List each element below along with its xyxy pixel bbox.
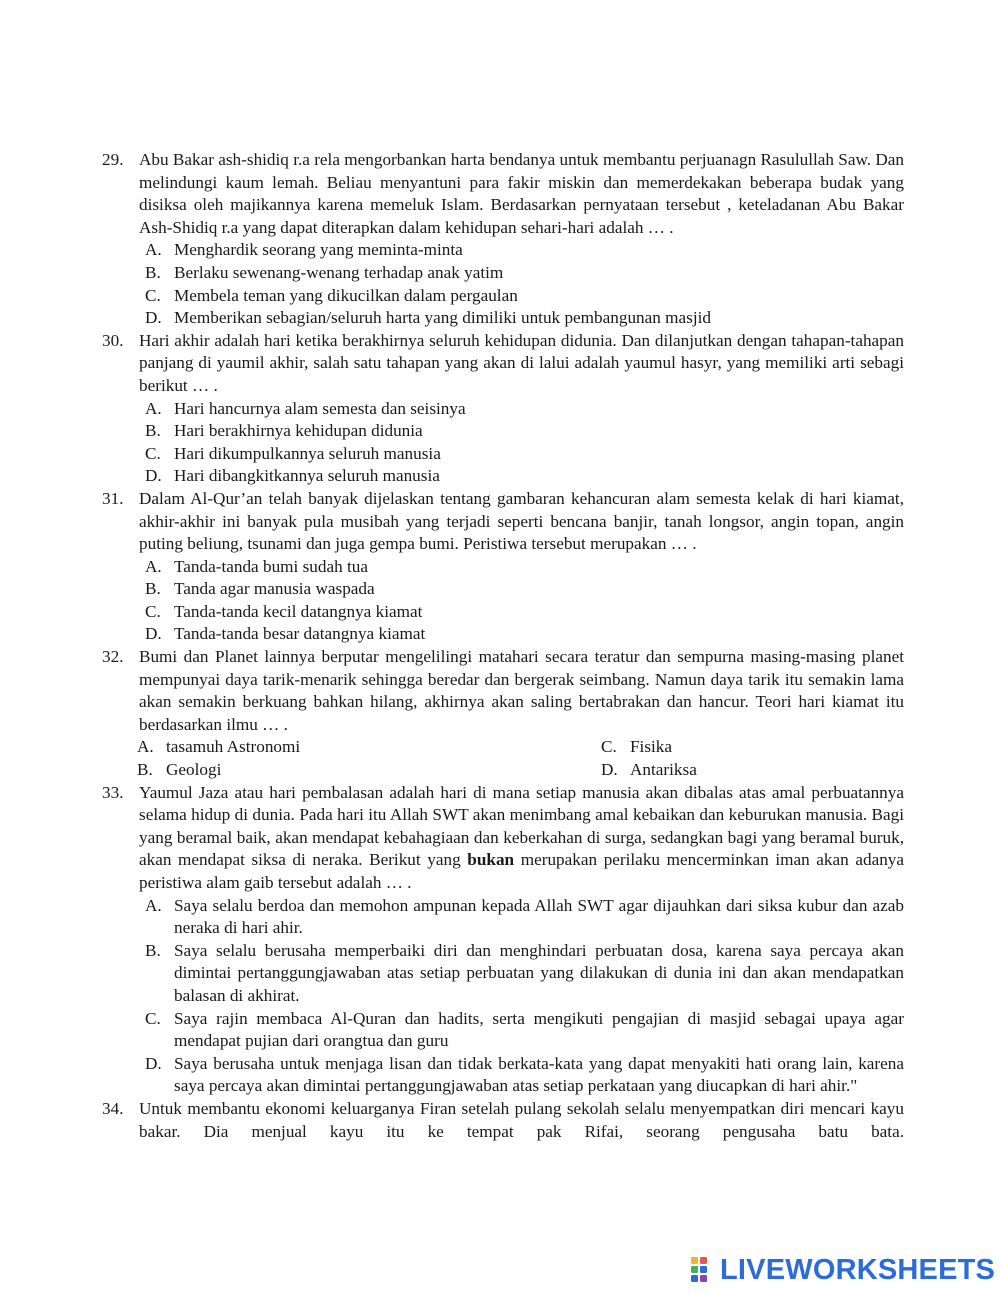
- option-text: Saya berusaha untuk menjaga lisan dan tidak berkata-kata yang dapat menyakiti hati orang lain, karena saya percaya akan dimintai pertanggungjawaban atas setiap perkataan yang diucapkan di hari ahir.": [174, 1053, 904, 1096]
- option-d[interactable]: [139, 465, 904, 488]
- option-a[interactable]: [139, 556, 904, 579]
- option-text: Antariksa: [630, 760, 697, 780]
- question-number: 34.: [102, 1098, 124, 1118]
- question-text: [139, 782, 904, 895]
- option-letter: C.: [145, 1008, 161, 1028]
- question-30: [102, 330, 904, 488]
- option-text: Menghardik seorang yang meminta-minta: [174, 240, 463, 260]
- question-29: [102, 149, 904, 330]
- option-letter: A.: [145, 240, 162, 260]
- option-letter: C.: [145, 285, 161, 305]
- question-32: [102, 646, 904, 782]
- option-c[interactable]: [139, 443, 904, 466]
- option-letter: C.: [601, 737, 617, 757]
- question-number: 33.: [102, 782, 124, 802]
- option-text: Tanda-tanda besar datangnya kiamat: [174, 624, 426, 644]
- option-text: Saya rajin membaca Al-Quran dan hadits, serta mengikuti pengajian di masjid sebagai upaya agar mendapat pujian dari orangtua dan guru: [174, 1008, 904, 1051]
- option-b[interactable]: [139, 262, 904, 285]
- question-text-after: merupakan perilaku mencerminkan iman akan adanya peristiwa alam gaib tersebut adalah … .: [139, 850, 905, 892]
- option-letter: B.: [145, 940, 161, 960]
- option-text: Membela teman yang dikucilkan dalam pergaulan: [174, 285, 518, 305]
- option-text: Fisika: [630, 737, 673, 757]
- option-letter: A.: [145, 895, 162, 915]
- question-text: Dalam Al-Qur’an telah banyak dijelaskan tentang gambaran kehancuran alam semesta kelak di hari kiamat, akhir-akhir ini banyak pula musibah yang terjadi seperti bencana banjir, tanah longsor, angin topan, angin puting beliung, tsunami dan juga gempa bumi. Peristiwa tersebut merupakan … .: [139, 488, 904, 554]
- option-text: Saya selalu berusaha memperbaiki diri dan menghindari perbuatan dosa, karena saya percaya akan dimintai pertanggungjawaban atas setiap perbuatan yang dilakukan di dunia ini dan akan mendapatkan balasan di akhirat.: [174, 940, 904, 1005]
- option-text: Hari hancurnya alam semesta dan seisinya: [174, 398, 466, 418]
- option-letter: C.: [145, 443, 161, 463]
- option-letter: D.: [145, 624, 162, 644]
- option-d[interactable]: [139, 1053, 904, 1098]
- option-b[interactable]: [139, 759, 601, 782]
- option-c[interactable]: [601, 736, 901, 759]
- option-letter: D.: [145, 308, 162, 328]
- option-text: Tanda-tanda kecil datangnya kiamat: [174, 601, 423, 621]
- option-c[interactable]: [139, 285, 904, 308]
- question-text-emphasis: bukan: [467, 850, 515, 870]
- question-33: [102, 782, 904, 1098]
- question-text: Hari akhir adalah hari ketika berakhirnya seluruh kehidupan didunia. Dan dilanjutkan dengan tahapan-tahapan panjang di yaumil akhir, salah satu tahapan yang akan di lalui adalah yaumul hasyr, yang memiliki arti sebagi berikut … .: [139, 330, 904, 395]
- question-number: 32.: [102, 647, 124, 667]
- option-list: [139, 239, 904, 329]
- option-text: Hari dibangkitkannya seluruh manusia: [174, 466, 440, 486]
- question-list: [102, 149, 904, 1143]
- option-a[interactable]: [139, 398, 904, 421]
- option-a[interactable]: [139, 239, 904, 262]
- option-list: [139, 556, 904, 646]
- liveworksheets-logo[interactable]: [690, 1253, 995, 1287]
- liveworksheets-logo-icon: [690, 1256, 716, 1284]
- option-text: Hari berakhirnya kehidupan didunia: [174, 421, 423, 441]
- option-text: Tanda agar manusia waspada: [174, 579, 375, 599]
- option-letter: D.: [145, 466, 162, 486]
- question-number: 30.: [102, 330, 124, 350]
- option-letter: C.: [145, 601, 161, 621]
- option-a[interactable]: [139, 736, 601, 759]
- option-letter: B.: [145, 262, 161, 282]
- option-letter: D.: [601, 760, 618, 780]
- question-text-before: Yaumul Jaza atau hari pembalasan adalah hari di mana setiap manusia akan dibalas atas amal perbuatannya selama hidup di dunia. Pada hari itu Allah SWT akan menimbang amal kebaikan dan keburukan manusia. Bagi yang beramal baik, akan mendapat kebahagiaan dan keberkahan di surga, sedangkan bagi yang beramal buruk, akan mendapat siksa di neraka. Berikut yang: [139, 782, 904, 870]
- question-number: 31.: [102, 488, 124, 508]
- option-letter: A.: [145, 398, 162, 418]
- option-letter: A.: [137, 737, 154, 757]
- option-text: Tanda-tanda bumi sudah tua: [174, 556, 369, 576]
- option-letter: B.: [145, 579, 161, 599]
- option-letter: B.: [137, 760, 153, 780]
- option-b[interactable]: [139, 940, 904, 1008]
- option-text: Saya selalu berdoa dan memohon ampunan kepada Allah SWT agar dijauhkan dari siksa kubur dan azab neraka di hari ahir.: [174, 895, 904, 938]
- option-letter: B.: [145, 421, 161, 441]
- option-d[interactable]: [139, 623, 904, 646]
- option-list: [139, 895, 904, 1098]
- option-c[interactable]: [139, 1008, 904, 1053]
- option-text: tasamuh Astronomi: [166, 737, 301, 757]
- question-number: 29.: [102, 150, 124, 169]
- question-text: Abu Bakar ash-shidiq r.a rela mengorbankan harta bendanya untuk membantu perjuanagn Rasulullah Saw. Dan melindungi kaum lemah. Beliau menyantuni para fakir miskin dan memerdekakan beberapa budak yang disiksa oleh majikannya karena memeluk Islam. Berdasarkan pernyataan tersebut , keteladanan Abu Bakar Ash-Shidiq r.a yang dapat diterapkan dalam kehidupan sehari-hari adalah … .: [139, 150, 904, 237]
- question-text: Bumi dan Planet lainnya berputar mengelilingi matahari secara teratur dan sempurna masing-masing planet mempunyai daya tarik-menarik sehingga beredar dan bergerak seimbang. Namun daya tarik itu semakin lama akan semakin berkuang bahkan hilang, akhirnya akan saling bertabrakan dan hancur. Teori hari kiamat itu berdasarkan ilmu … .: [139, 647, 904, 734]
- option-text: Memberikan sebagian/seluruh harta yang dimiliki untuk pembangunan masjid: [174, 308, 711, 328]
- option-list: [139, 398, 904, 488]
- option-b[interactable]: [139, 420, 904, 443]
- option-letter: A.: [145, 556, 162, 576]
- option-text: Hari dikumpulkannya seluruh manusia: [174, 443, 441, 463]
- logo-text: LIVEWORKSHEETS: [720, 1254, 996, 1286]
- option-text: Berlaku sewenang-wenang terhadap anak yatim: [174, 262, 504, 282]
- question-34: [102, 1098, 904, 1143]
- option-a[interactable]: [139, 895, 904, 940]
- option-b[interactable]: [139, 578, 904, 601]
- question-text: Untuk membantu ekonomi keluarganya Firan setelah pulang sekolah selalu menyempatkan diri mencari kayu bakar. Dia menjual kayu itu ke tempat pak Rifai, seorang pengusaha batu bata.: [139, 1098, 904, 1141]
- option-c[interactable]: [139, 601, 904, 624]
- option-d[interactable]: [601, 759, 901, 782]
- option-letter: D.: [145, 1053, 162, 1073]
- option-d[interactable]: [139, 307, 904, 330]
- option-text: Geologi: [166, 760, 222, 780]
- question-31: [102, 488, 904, 646]
- option-grid: [139, 736, 904, 781]
